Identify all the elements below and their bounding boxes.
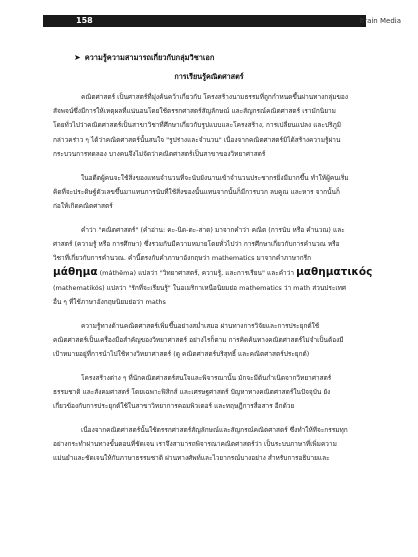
text-line: คิดที่จะประดิษฐ์ตัวเลขขึ้นมาแทนการนับที่ใช้สิ่งของนั้นแทนจากนั้นก็มีการบวก ลบคูณ และหาร จากนั้นก็ (53, 187, 340, 196)
greek-term: μάθημα (53, 266, 98, 279)
text-line: สัจพจน์ซึ่งมีการให้เหตุผลที่แน่นอนโดยใช้ตรรกศาสตร์สัญลักษณ์ และสัญกรณ์คณิตศาสตร์ เรามักนิยาม (53, 107, 336, 116)
text-line: โครงสร้างต่าง ๆ ที่นักคณิตศาสตร์สนใจและพิจารณานั้น มักจะมีต้นกำเนิดจากวิทยาศาสตร์ (81, 373, 332, 382)
section-heading (74, 52, 214, 64)
paragraph-3 (53, 223, 375, 309)
text-line: ความรู้ทางด้านคณิตศาสตร์เพิ่มขึ้นอย่างสม่ำเสมอ ผ่านทางการวิจัยและการประยุกต์ใช้ (81, 321, 320, 330)
text-line: คณิตศาสตร์เป็นเครื่องมือสำคัญของวิทยาศาสตร์ อย่างไรก็ตาม การคิดค้นทางคณิตศาสตร์ไม่จำเป็นต้องมี (53, 335, 344, 344)
text-line: คณิตศาสตร์ เป็นศาสตร์ที่มุ่งค้นคว้าเกี่ยวกับ โครงสร้างนามธรรมที่ถูกกำหนดขึ้นผ่านทางกลุ่มของ (81, 93, 349, 101)
publisher-name: Brain Media (359, 17, 401, 25)
text-line: ในอดีตผู้คนจะใช้สิ่งของแทนจำนวนที่จะนับยังนานเข้าจำนวนประชากรยิ่งมีมากขึ้น ทำให้ผู้คนเริ่ม (81, 173, 349, 182)
text-line: เนื่องจากคณิตศาสตร์นั้นใช้ตรรกศาสตร์สัญลักษณ์และสัญกรณ์คณิตศาสตร์ ซึ่งทำให้ทีจะกรรมทุก (81, 426, 348, 435)
text-line: อย่างกระทำผ่านทางขั้นตอนที่ชัดเจน เราจึงสามารถพิจารณาคณิตศาสตร์ว่า เป็นระบบภาษาที่เพิ่มความ (53, 440, 337, 449)
text-line: คำว่า "คณิตศาสตร์" (คำอ่าน: คะ-นิด-ตะ-สาด) มาจากคำว่า คณิต (การนับ หรือ คำนวณ) และ (81, 225, 345, 234)
text-line-greek (53, 265, 375, 280)
section-heading-text: ความรู้ความสามารถเกี่ยวกับกลุ่มวิชาเอก (84, 53, 215, 62)
greek-term: μαθηματικός (296, 266, 373, 279)
text-line: ศาสตร์ (ความรู้ หรือ การศึกษา) ซึ่งรวมกันมีความหมายโดยทั่วไปว่า การศึกษาเกี่ยวกับการคำนวณ หรือ (53, 240, 340, 249)
text-line: อื่น ๆ ที่ใช้ภาษาอังกฤษนิยมย่อว่า maths (53, 297, 166, 306)
page-number: 158 (76, 16, 93, 25)
paragraph-5 (53, 371, 375, 414)
text-fragment: (máthēma) แปลว่า "วิทยาศาสตร์, ความรู้, และการเรียน" และคำว่า (97, 269, 297, 278)
text-line: กล่าวคร่าว ๆ ได้ว่าคณิตศาสตร์นั้นสนใจ "รูปร่างและจำนวน" เนื่องจากคณิตศาสตร์มิได้สร้างความรู้ผ่าน (53, 135, 341, 144)
text-line: ธรรมชาติ และสังคมศาสตร์ โดยเฉพาะฟิสิกส์ และเศรษฐศาสตร์ ปัญหาทางคณิตศาสตร์ในปัจจุบัน ยัง (53, 388, 331, 397)
text-line: ก่อให้เกิดคณิตศาสตร์ (53, 202, 113, 211)
paragraph-4 (53, 319, 375, 362)
arrow-bullet-icon: ➤ (74, 53, 81, 62)
text-line: (mathematikós) แปลว่า "รักที่จะเรียนรู้" ในอเมริกาเหนือนิยมย่อ mathematics ว่า math ส่วนประเทศ (53, 283, 347, 292)
text-line: แม่นยำและชัดเจนให้กับภาษาธรรมชาติ ผ่านทางศัพท์และไวยากรณ์บางอย่าง สำหรับการอธิบายและ (53, 454, 330, 463)
body-text (53, 90, 375, 466)
paragraph-2 (53, 171, 375, 214)
text-line: เกี่ยวข้องกับการประยุกต์ใช้ในสาขาวิทยาการคอมพิวเตอร์ และทฤษฎีการสื่อสาร อีกด้วย (53, 402, 295, 411)
paragraph-1 (53, 90, 375, 161)
text-line: โดยทั่วไปว่าคณิตศาสตร์เป็นสาขาวิชาที่ศึกษาเกี่ยวกับรูปแบบและโครงสร้าง, การเปลี่ยนแปลง และปริภูมิ (53, 121, 342, 130)
text-line: วิชาที่เกี่ยวกับการคำนวณ. คำนี้ตรงกับคำภาษาอังกฤษว่า mathematics มาจากคำภาษากรีก (53, 254, 312, 263)
subheading: การเรียนรู้คณิตศาสตร์ (174, 72, 244, 81)
text-line: กระบวนการทดลอง บางคนจึงไม่จัดว่าคณิตศาสตร์เป็นสาขาของวิทยาศาสตร์ (53, 149, 266, 158)
paragraph-6 (53, 423, 375, 466)
text-line: เป้าหมายอยู่ที่การนำไปใช้ทางวิทยาศาสตร์ (ดู คณิตศาสตร์บริสุทธิ์ และคณิตศาสตร์ประยุกต์) (53, 350, 310, 359)
